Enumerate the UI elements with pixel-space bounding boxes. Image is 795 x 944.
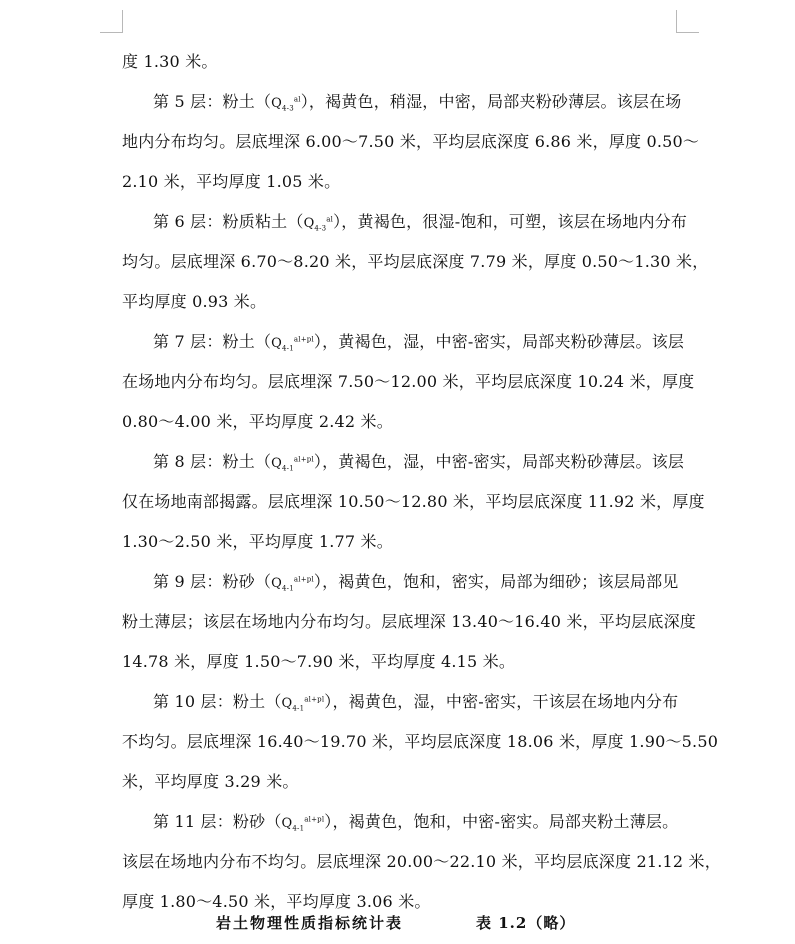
text-line: 0.80～4.00 米，平均厚度 2.42 米。: [122, 412, 393, 431]
layer-heading: 第 9 层：粉砂（: [153, 572, 272, 591]
text-line: [122, 442, 685, 482]
geologic-age-symbol: [271, 336, 314, 351]
layer-description: ），黄褐色，湿，中密-密实，局部夹粉砂薄层。该层: [313, 332, 685, 351]
age-subscript: 4-3: [314, 224, 327, 233]
layer-description: ），褐黄色，饱和，中密-密实。局部夹粉土薄层。: [324, 812, 679, 831]
text-line: 不均匀。层底埋深 16.40～19.70 米，平均层底深度 18.06 米，厚度 1.90～5.50: [122, 732, 719, 751]
layer-heading: 第 7 层：粉土（: [153, 332, 272, 351]
age-letter: Q: [271, 456, 283, 471]
age-subscript: 4-1: [292, 704, 305, 713]
text-line: 地内分布均匀。层底埋深 6.00～7.50 米，平均层底深度 6.86 米，厚度 0.50～: [122, 132, 700, 151]
text-line: 厚度 1.80～4.50 米，平均厚度 3.06 米。: [122, 892, 431, 911]
geologic-age-symbol: [282, 696, 325, 711]
text-line: [122, 802, 682, 842]
text-line: 14.78 米，厚度 1.50～7.90 米，平均厚度 4.15 米。: [122, 652, 516, 671]
text-line: 米，平均厚度 3.29 米。: [122, 772, 299, 791]
text-line: 在场地内分布均匀。层底埋深 7.50～12.00 米，平均层底深度 10.24 米，厚度: [122, 372, 695, 391]
age-subscript: 4-1: [292, 824, 305, 833]
text-line: [122, 82, 682, 122]
age-superscript: al+pl: [293, 575, 314, 584]
document-body: [122, 42, 721, 922]
age-superscript: al+pl: [304, 815, 325, 824]
text-line: 均匀。层底埋深 6.70～8.20 米，平均层底深度 7.79 米，厚度 0.50～1.30 米，: [122, 252, 709, 271]
layer-description: ），黄褐色，湿，中密-密实，局部夹粉砂薄层。该层: [313, 452, 685, 471]
table-number: 表 1.2（略）: [476, 914, 576, 932]
age-subscript: 4-1: [282, 584, 294, 593]
text-line: 该层在场地内分布不均匀。层底埋深 20.00～22.10 米，平均层底深度 21.12 米，: [122, 852, 721, 871]
text-line: 粉土薄层；该层在场地内分布均匀。层底埋深 13.40～16.40 米，平均层底深度: [122, 612, 696, 631]
geologic-age-symbol: [304, 216, 334, 231]
age-letter: Q: [281, 816, 293, 831]
text-line: 1.30～2.50 米，平均厚度 1.77 米。: [122, 532, 393, 551]
layer-description: ），黄褐色，很湿-饱和，可塑，该层在场地内分布: [333, 212, 688, 231]
age-letter: Q: [271, 336, 283, 351]
text-line: [122, 202, 688, 242]
layer-heading: 第 5 层：粉土（: [153, 92, 272, 111]
age-superscript: al+pl: [293, 455, 314, 464]
layer-heading: 第 8 层：粉土（: [153, 452, 272, 471]
layer-heading: 第 11 层：粉砂（: [153, 812, 282, 831]
page-corner-mark-top-right: [676, 10, 699, 33]
table-title: 岩土物理性质指标统计表: [216, 914, 404, 932]
age-letter: Q: [281, 696, 293, 711]
text-line: 仅在场地南部揭露。层底埋深 10.50～12.80 米，平均层底深度 11.92 米，厚度: [122, 492, 705, 511]
geologic-age-symbol: [271, 96, 301, 111]
age-subscript: 4-1: [282, 344, 294, 353]
layer-heading: 第 6 层：粉质粘土（: [153, 212, 304, 231]
text-line: 2.10 米，平均厚度 1.05 米。: [122, 172, 341, 191]
layer-description: ），褐黄色，饱和，密实，局部为细砂；该层局部见: [313, 572, 679, 591]
age-letter: Q: [271, 96, 283, 111]
age-subscript: 4-3: [282, 104, 294, 113]
text-line: [122, 682, 682, 722]
geologic-age-symbol: [271, 456, 314, 471]
geologic-age-symbol: [282, 816, 325, 831]
age-superscript: al: [326, 215, 334, 224]
geologic-age-symbol: [271, 576, 314, 591]
text-line: 度 1.30 米。: [122, 52, 218, 71]
age-subscript: 4-1: [282, 464, 294, 473]
layer-description: ），褐黄色，稍湿，中密，局部夹粉砂薄层。该层在场: [300, 92, 682, 111]
age-superscript: al: [293, 95, 301, 104]
age-letter: Q: [271, 576, 283, 591]
layer-heading: 第 10 层：粉土（: [153, 692, 282, 711]
age-superscript: al+pl: [304, 695, 325, 704]
text-line: [122, 322, 685, 362]
text-line: [122, 562, 682, 602]
text-line: 平均厚度 0.93 米。: [122, 292, 267, 311]
layer-description: ），褐黄色，湿，中密-密实，干该层在场地内分布: [324, 692, 679, 711]
page-corner-mark-top-left: [100, 10, 123, 33]
age-letter: Q: [303, 216, 315, 231]
age-superscript: al+pl: [293, 335, 314, 344]
